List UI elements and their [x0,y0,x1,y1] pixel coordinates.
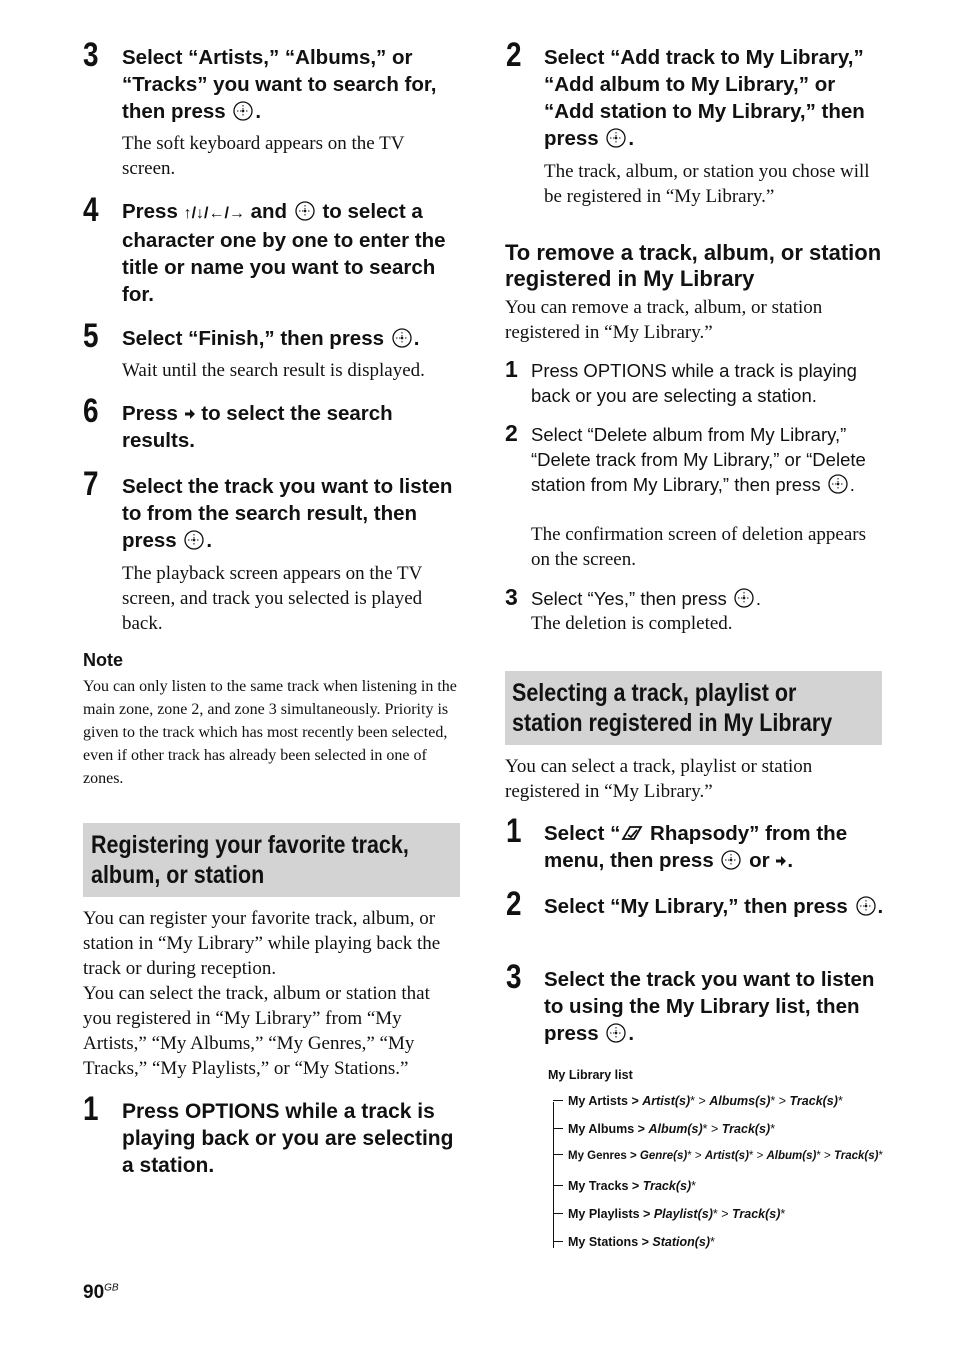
enter-button-icon [734,588,754,608]
library-row: My Playlists > Playlist(s)* > Track(s)* [553,1207,785,1221]
step-7-result: The playback screen appears on the TV screen, and track you selected is played back. [122,563,423,634]
library-list-title: My Library list [548,1068,633,1082]
step-number: 1 [505,356,518,382]
section-banner-register [83,823,460,897]
step-number: 2 [506,36,522,74]
select-step-2: Select “My Library,” then press . [544,895,884,918]
enter-button-icon [295,201,315,221]
right-arrow-icon [184,408,196,420]
register-intro-2: You can select the track, album or station that you registered in “My Library” from “My Artists,” “My Albums,” “My Genres,” “My Tracks,” “My Playlists,” or “My Stations.” [83,983,430,1079]
step-4-instruction: Press ↑/↓/←/→ and to select a character one by one to enter the title or name you want to search for. [122,200,446,306]
remove-step-3-result: The deletion is completed. [531,613,733,634]
step-number: 1 [83,1090,99,1128]
remove-step-2: Select “Delete album from My Library,” “Delete track from My Library,” or “Delete station from My Library,” then press . [531,424,866,495]
section-title: Selecting a track, playlist or [512,679,797,707]
step-number: 4 [83,191,99,229]
enter-button-icon [856,896,876,916]
select-step-1: Select “ Rhapsody” from the menu, then press or . [544,822,848,872]
note-body: You can only listen to the same track when listening in the main zone, zone 2, and zone 3 simultaneously. Priority is given to the track which has most recently been selected, even if other track has already been selected in one of zones. [83,678,457,787]
step-3-result: The soft keyboard appears on the TV screen. [122,133,405,179]
remove-heading: To remove a track, album, or station registered in My Library [505,240,882,291]
step-number: 2 [505,420,518,446]
enter-button-icon [233,101,253,121]
step-2-result: The track, album, or station you chose will be registered in “My Library.” [544,161,870,207]
remove-step-1: Press OPTIONS while a track is playing back or you are selecting a station. [531,360,857,406]
enter-button-icon [392,328,412,348]
note-title: Note [83,650,123,670]
step-number: 1 [506,812,522,850]
library-row: My Genres > Genre(s)* > Artist(s)* > Album(s)* > Track(s)* [553,1150,883,1162]
step-2-instruction: Select “Add track to My Library,” “Add album to My Library,” or “Add station to My Library,” then press . [544,46,865,150]
enter-button-icon [184,530,204,550]
section-banner-select [505,671,882,745]
tree-connector [553,1154,563,1155]
register-intro-1: You can register your favorite track, album, or station in “My Library” while playing back the track or during reception. [83,908,441,979]
right-arrow-icon [775,855,787,867]
step-number: 2 [506,885,522,923]
step-5-result: Wait until the search result is displayed. [122,360,425,381]
tree-connector [553,1100,563,1101]
tree-connector [553,1241,563,1242]
step-number: 3 [505,584,518,610]
remove-intro: You can remove a track, album, or station registered in “My Library.” [505,297,823,343]
step-number: 6 [83,392,99,430]
library-row: My Albums > Album(s)* > Track(s)* [553,1122,775,1136]
rhapsody-logo-icon [620,823,644,843]
remove-step-2-result: The confirmation screen of deletion appears on the screen. [531,524,866,570]
tree-connector [553,1213,563,1214]
step-6-instruction: Press to select the search results. [122,402,393,452]
enter-button-icon [721,850,741,870]
remove-step-3: Select “Yes,” then press . [531,588,762,609]
page-number: $90^{GB}$ [83,1282,119,1303]
enter-button-icon [606,128,626,148]
step-5-instruction: Select “Finish,” then press . [122,327,420,350]
tree-connector [553,1128,563,1129]
tree-connector [553,1185,563,1186]
select-step-3: Select the track you want to listen to using the My Library list, then press . [544,968,875,1045]
select-intro: You can select a track, playlist or station registered in “My Library.” [505,756,813,802]
step-1-instruction: Press OPTIONS while a track is playing back or you are selecting a station. [122,1100,454,1177]
step-7-instruction: Select the track you want to listen to from the search result, then press . [122,475,453,552]
arrow-keys-icon: ↑/↓/←/→ [183,205,245,222]
library-row: My Tracks > Track(s)* [553,1179,696,1193]
step-number: 3 [506,958,522,996]
step-number: 7 [83,465,99,503]
step-3-instruction: Select “Artists,” “Albums,” or “Tracks” you want to search for, then press . [122,46,437,123]
step-number: 3 [83,36,99,74]
library-row: My Stations > Station(s)* [553,1235,715,1249]
section-title: album, or station [91,861,265,889]
enter-button-icon [606,1023,626,1043]
step-number: 5 [83,317,99,355]
section-title: Registering your favorite track, [91,831,409,859]
enter-button-icon [828,474,848,494]
section-title: station registered in My Library [512,709,833,737]
library-row: My Artists > Artist(s)* > Albums(s)* > Track(s)* [553,1094,843,1108]
